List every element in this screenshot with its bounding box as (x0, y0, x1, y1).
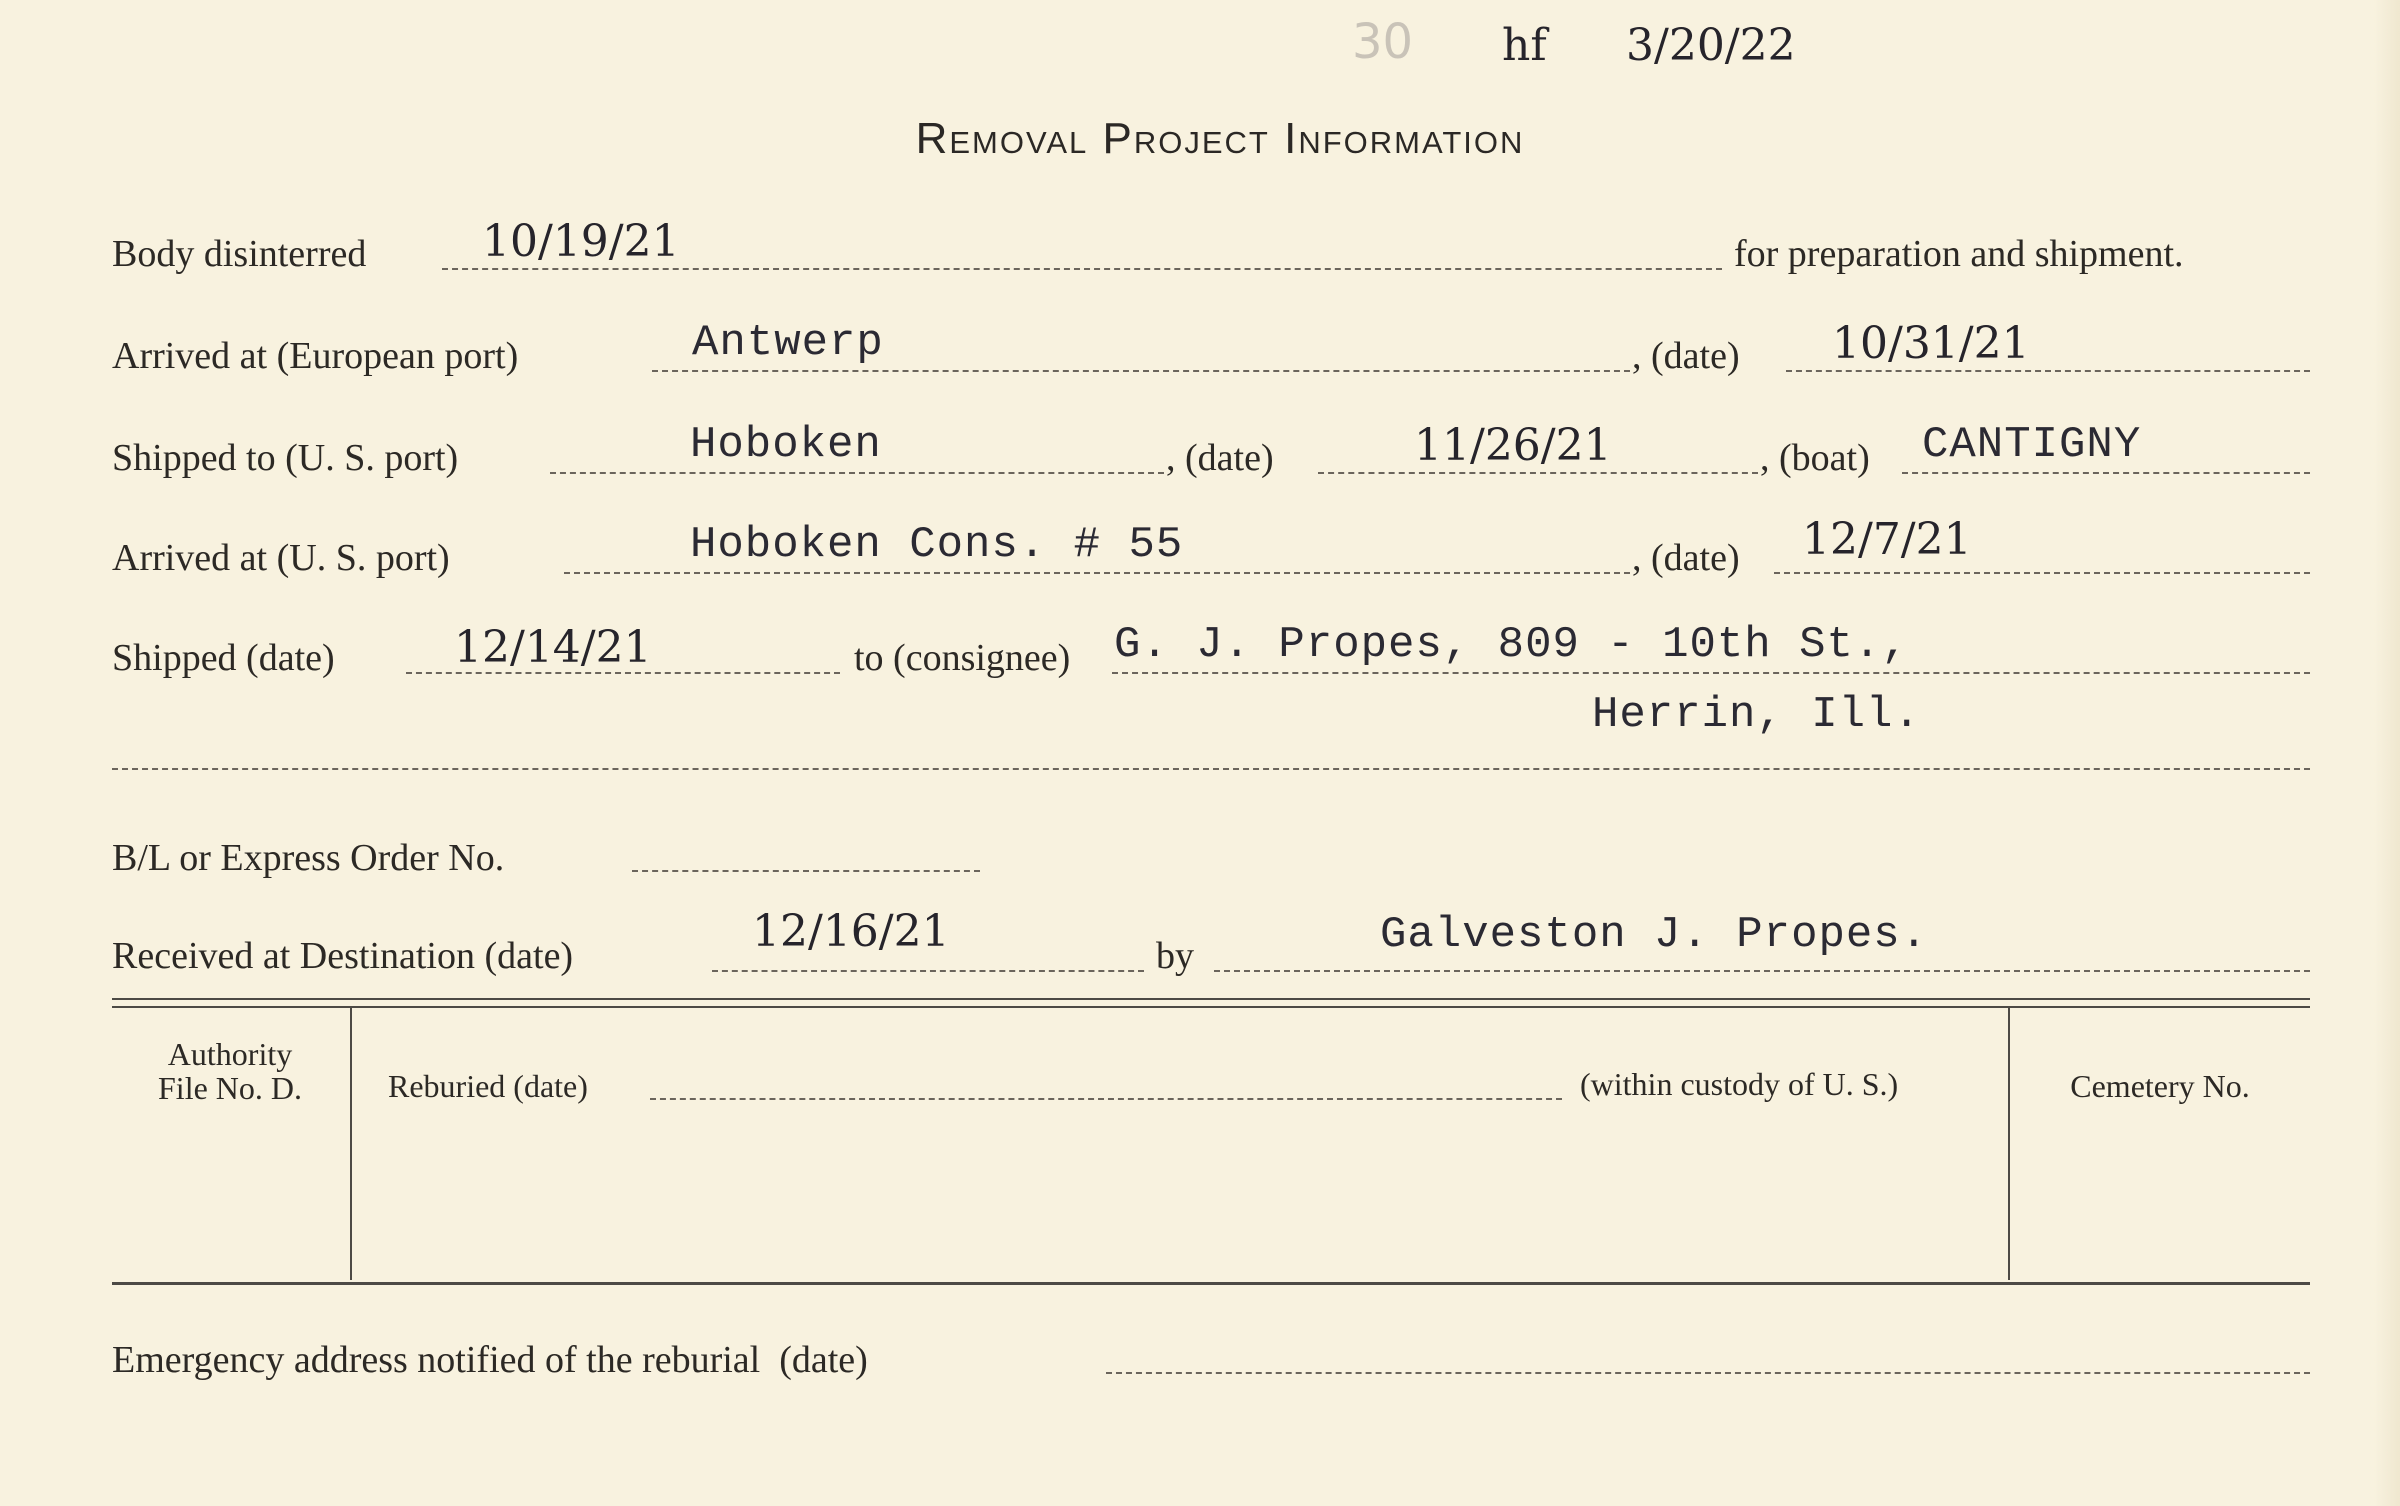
arrived-us-value: Hoboken Cons. # 55 (690, 520, 1184, 570)
arrived-us-date-label: , (date) (1632, 537, 1740, 579)
pencil-mark: 30 (1352, 14, 1414, 70)
bl-order-label: B/L or Express Order No. (112, 837, 505, 879)
cemetery-label: Cemetery No. (2070, 1068, 2250, 1104)
received-by-value: Galveston J. Propes. (1380, 910, 1929, 960)
arrived-european-value: Antwerp (692, 318, 884, 368)
card-title: Removal Project Information (915, 114, 1525, 163)
emergency-label: Emergency address notified of the reburial (date) (112, 1339, 868, 1381)
arrived-european-date-value: 10/31/21 (1832, 318, 2030, 369)
shipped-us-boat-value: CANTIGNY (1922, 420, 2142, 470)
received-value: 12/16/21 (752, 906, 950, 957)
consignee-line2: Herrin, Ill. (1592, 690, 1921, 740)
shipped-us-value: Hoboken (690, 420, 882, 470)
shipped-us-label: Shipped to (U. S. port) (112, 437, 459, 479)
body-disinterred-label: Body disinterred (112, 233, 367, 275)
consignee-label: to (consignee) (854, 637, 1071, 679)
arrived-us-date-value: 12/7/21 (1802, 514, 1972, 565)
received-by-label: by (1156, 935, 1194, 977)
header-date: 3/20/22 (1626, 20, 1796, 71)
shipped-date-label: Shipped (date) (112, 637, 335, 679)
received-label: Received at Destination (date) (112, 935, 574, 977)
shipped-us-date-label: , (date) (1166, 437, 1274, 479)
shipped-us-boat-label: , (boat) (1760, 437, 1870, 479)
shipped-date-value: 12/14/21 (454, 622, 652, 673)
consignee-line1: G. J. Propes, 809 - 10th St., (1114, 620, 1909, 670)
header-initials: hf (1502, 20, 1547, 71)
shipped-us-date-value: 11/26/21 (1414, 420, 1612, 471)
reburied-label: Reburied (date) (388, 1068, 588, 1104)
custody-label: (within custody of U. S.) (1580, 1066, 1899, 1102)
arrived-european-date-label: , (date) (1632, 335, 1740, 377)
authority-label-line1: Authority (167, 1036, 293, 1072)
card-edge (2374, 0, 2400, 1506)
arrived-european-label: Arrived at (European port) (112, 335, 519, 377)
body-disinterred-value: 10/19/21 (482, 216, 680, 267)
arrived-us-label: Arrived at (U. S. port) (112, 537, 450, 579)
body-disinterred-suffix: for preparation and shipment. (1734, 233, 2184, 275)
authority-label-line2: File No. D. (158, 1070, 302, 1106)
